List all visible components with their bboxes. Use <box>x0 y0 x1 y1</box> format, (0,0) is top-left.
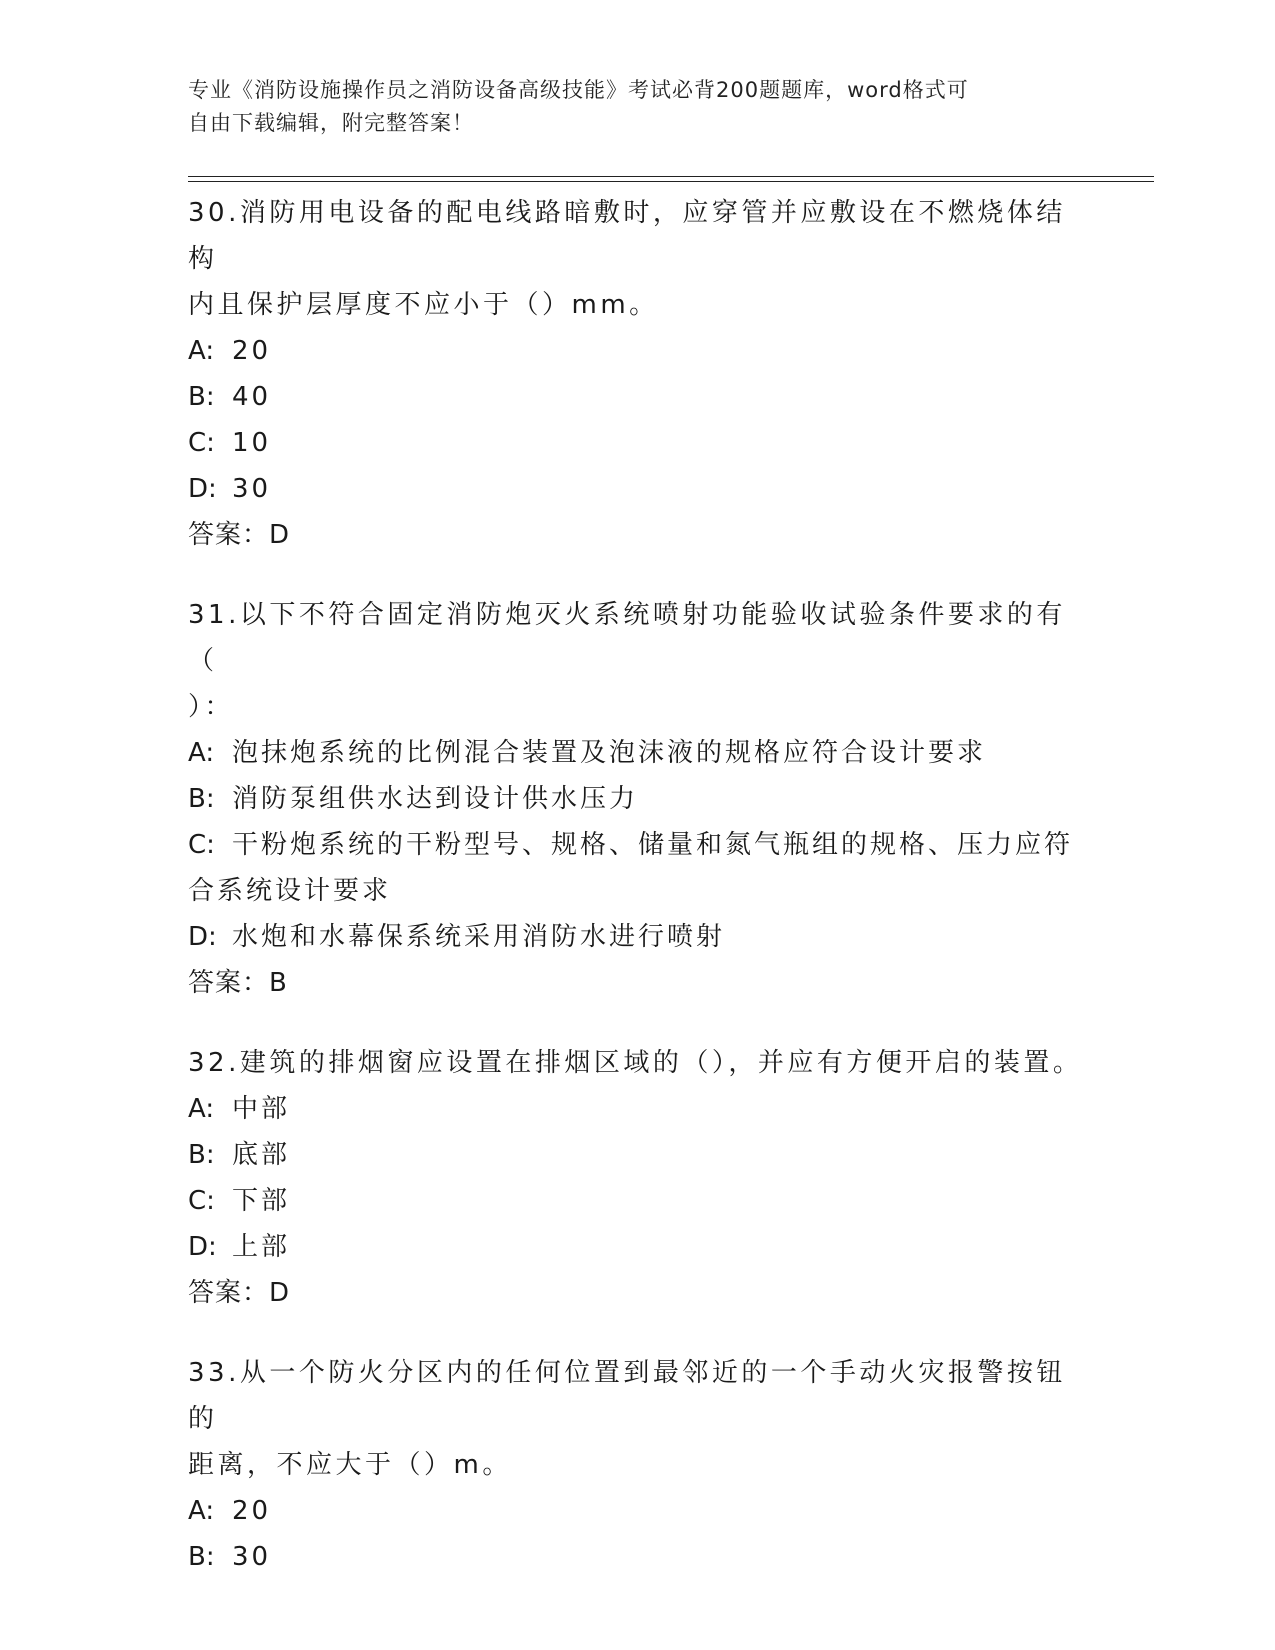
option-b <box>188 776 1088 822</box>
option-b <box>188 1534 1088 1580</box>
option-c <box>188 822 1088 868</box>
option-letter: D: <box>188 1232 217 1262</box>
option-text: 40 <box>232 382 272 412</box>
question-stem-line: 内且保护层厚度不应小于（）mm。 <box>188 290 659 320</box>
option-text: 10 <box>232 428 272 458</box>
option-text: 泡抹炮系统的比例混合装置及泡沫液的规格应符合设计要求 <box>232 738 987 768</box>
answer-text: 答案：B <box>188 968 288 998</box>
option-d <box>188 1224 1088 1270</box>
header-line-1: 专业《消防设施操作员之消防设备高级技能》考试必背200题题库，word格式可 <box>188 78 969 102</box>
question-stem-line: 30.消防用电设备的配电线路暗敷时，应穿管并应敷设在不燃烧体结构 <box>188 198 1066 274</box>
option-letter: B: <box>188 784 215 814</box>
header-divider <box>188 176 1154 177</box>
option-letter: C: <box>188 830 215 860</box>
option-letter: B: <box>188 1542 215 1572</box>
option-text: 30 <box>232 1542 272 1572</box>
question-30 <box>188 190 1088 558</box>
question-stem-line: 31.以下不符合固定消防炮灭火系统喷射功能验收试验条件要求的有（ <box>188 600 1066 676</box>
option-letter: D: <box>188 922 217 952</box>
option-letter: A: <box>188 738 215 768</box>
option-text: 20 <box>232 336 272 366</box>
question-stem-line: 32.建筑的排烟窗应设置在排烟区域的（），并应有方便开启的装置。 <box>188 1048 1083 1078</box>
answer-text: 答案：D <box>188 1278 291 1308</box>
option-a <box>188 730 1088 776</box>
question-stem-line: 33.从一个防火分区内的任何位置到最邻近的一个手动火灾报警按钮的 <box>188 1358 1066 1434</box>
option-text: 消防泵组供水达到设计供水压力 <box>232 784 639 814</box>
option-a <box>188 1488 1088 1534</box>
option-text: 干粉炮系统的干粉型号、规格、储量和氮气瓶组的规格、压力应符 <box>232 830 1074 860</box>
option-letter: C: <box>188 1186 215 1216</box>
option-letter: B: <box>188 1140 215 1170</box>
option-text: 下部 <box>232 1186 291 1216</box>
option-letter: A: <box>188 336 215 366</box>
option-letter: B: <box>188 382 215 412</box>
question-stem-line: 距离，不应大于（）m。 <box>188 1450 512 1480</box>
option-c-continued: 合系统设计要求 <box>188 876 392 906</box>
option-letter: A: <box>188 1094 215 1124</box>
header-divider-secondary <box>188 181 1154 182</box>
question-31 <box>188 592 1088 1006</box>
option-c <box>188 1178 1088 1224</box>
option-text: 底部 <box>232 1140 291 1170</box>
option-letter: C: <box>188 428 215 458</box>
option-text: 上部 <box>232 1232 291 1262</box>
option-text: 30 <box>232 474 272 504</box>
header-line-2: 自由下载编辑，附完整答案！ <box>188 111 474 135</box>
option-b <box>188 1132 1088 1178</box>
question-list <box>188 190 1088 1614</box>
option-a <box>188 1086 1088 1132</box>
document-header <box>188 74 1088 140</box>
question-stem-line: ）： <box>188 692 235 722</box>
option-d <box>188 914 1088 960</box>
answer-text: 答案：D <box>188 520 291 550</box>
option-a <box>188 328 1088 374</box>
question-32 <box>188 1040 1088 1316</box>
option-text: 中部 <box>232 1094 291 1124</box>
option-letter: A: <box>188 1496 215 1526</box>
option-b <box>188 374 1088 420</box>
option-c <box>188 420 1088 466</box>
option-letter: D: <box>188 474 217 504</box>
option-text: 水炮和水幕保系统采用消防水进行喷射 <box>232 922 726 952</box>
option-text: 20 <box>232 1496 272 1526</box>
option-d <box>188 466 1088 512</box>
question-33 <box>188 1350 1088 1580</box>
